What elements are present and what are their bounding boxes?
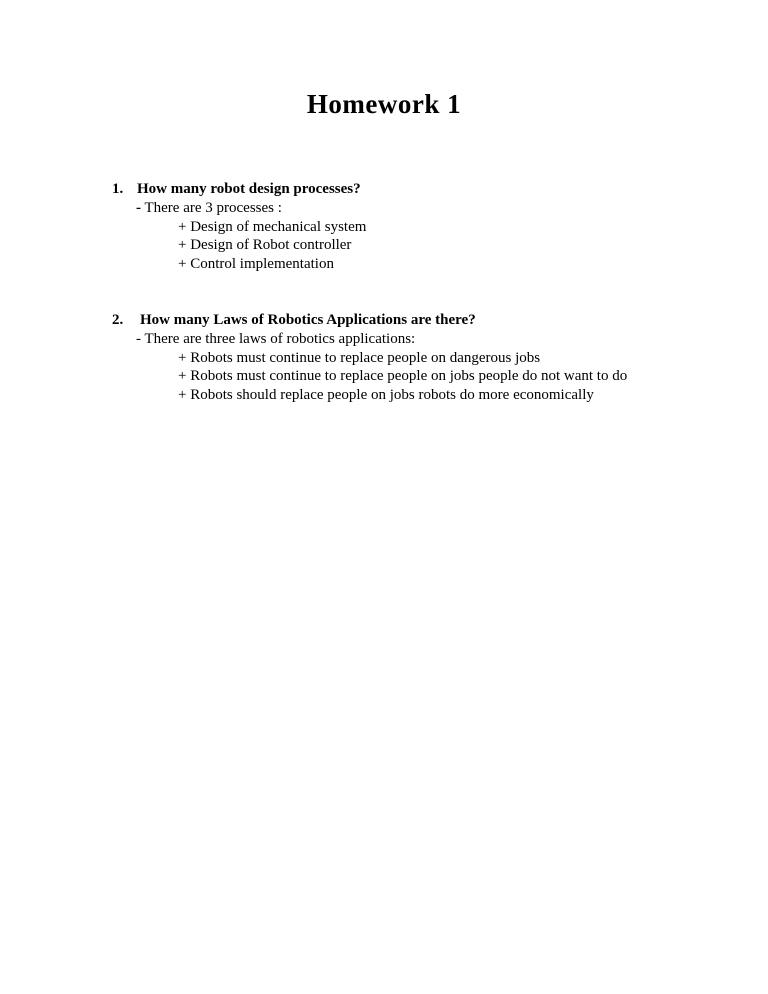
question-number: 1. [112, 181, 124, 197]
question-heading [112, 180, 708, 199]
answer-dash: - [136, 199, 141, 216]
question-block-2 [112, 311, 708, 405]
answer-item: + Robots must continue to replace people on dangerous jobs [178, 349, 541, 366]
answer-dash: - [136, 330, 141, 347]
question-number: 2. [112, 311, 124, 328]
page-title: Homework 1 [306, 89, 462, 119]
question-text: How many robot design processes? [137, 181, 361, 197]
question-heading [112, 311, 708, 330]
answer-intro-text: There are three laws of robotics applications: [141, 330, 416, 347]
document-body [112, 180, 708, 405]
answer-item: + Robots must continue to replace people on jobs people do not want to do [178, 368, 628, 385]
answer-item: + Design of mechanical system [178, 218, 367, 235]
answer-item: + Robots should replace people on jobs robots do more economically [178, 387, 594, 404]
question-text: How many Laws of Robotics Applications are there? [140, 311, 476, 328]
answer-intro [136, 330, 708, 349]
answer-item: + Control implementation [178, 256, 334, 273]
answer-intro [136, 199, 708, 218]
question-block-1 [112, 180, 708, 274]
answer-intro-text: There are 3 processes : [141, 199, 282, 216]
answer-item: + Design of Robot controller [178, 237, 352, 254]
